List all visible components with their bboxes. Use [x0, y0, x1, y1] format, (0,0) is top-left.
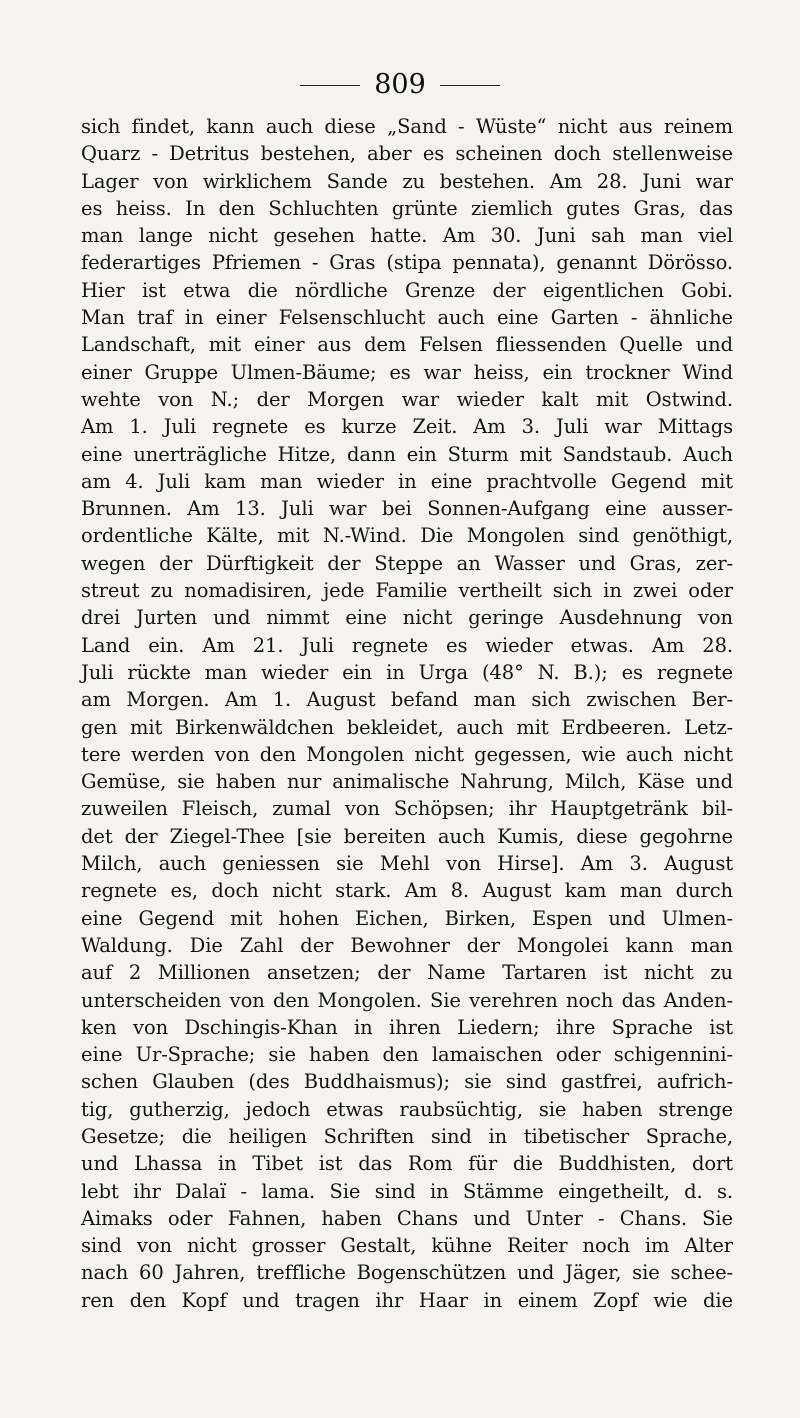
text-line: Milch, auch geniessen sie Mehl von Hirse]. Am 3. August [81, 852, 733, 876]
text-line: Hier ist etwa die nördliche Grenze der eigentlichen Gobi. [81, 278, 733, 302]
text-line: wegen der Dürftigkeit der Steppe an Wasser und Gras, zer- [81, 551, 733, 575]
page-header [0, 70, 800, 100]
text-line: ken von Dschingis-Khan in ihren Liedern; ihre Sprache ist [81, 1015, 733, 1039]
text-line: Man traf in einer Felsenschlucht auch eine Garten - ähnliche [81, 306, 733, 330]
text-line: Juli rückte man wieder ein in Urga (48° N. B.); es regnete [81, 660, 733, 684]
text-line: gen mit Birkenwäldchen bekleidet, auch mit Erdbeeren. Letz- [81, 715, 733, 739]
text-line: unterscheiden von den Mongolen. Sie verehren noch das Anden- [81, 988, 733, 1012]
text-line: eine Gegend mit hohen Eichen, Birken, Espen und Ulmen- [81, 906, 733, 930]
text-line: einer Gruppe Ulmen-Bäume; es war heiss, ein trockner Wind [81, 360, 733, 384]
text-line: auf 2 Millionen ansetzen; der Name Tartaren ist nicht zu [81, 961, 733, 985]
text-line: man lange nicht gesehen hatte. Am 30. Juni sah man viel [81, 224, 733, 248]
text-line: am Morgen. Am 1. August befand man sich zwischen Ber- [81, 688, 733, 712]
text-line: drei Jurten und nimmt eine nicht geringe Ausdehnung von [81, 606, 733, 630]
text-line: Landschaft, mit einer aus dem Felsen fliessenden Quelle und [81, 333, 733, 357]
text-line: sind von nicht grosser Gestalt, kühne Reiter noch im Alter [81, 1234, 733, 1258]
text-line: Brunnen. Am 13. Juli war bei Sonnen-Aufgang eine ausser- [81, 497, 733, 521]
text-line: sich findet, kann auch diese „Sand - Wüste“ nicht aus reinem [81, 115, 733, 138]
text-line: Am 1. Juli regnete es kurze Zeit. Am 3. Juli war Mittags [81, 415, 733, 439]
text-line: Land ein. Am 21. Juli regnete es wieder etwas. Am 28. [81, 633, 733, 657]
text-line: Waldung. Die Zahl der Bewohner der Mongolei kann man [81, 933, 733, 957]
text-line: eine Ur-Sprache; sie haben den lamaischen oder schigennini- [81, 1043, 733, 1067]
text-line: Gesetze; die heiligen Schriften sind in tibetischer Sprache, [81, 1124, 733, 1148]
text-line: zuweilen Fleisch, zumal von Schöpsen; ihr Hauptgetränk bil- [81, 797, 733, 821]
text-line: es heiss. In den Schluchten grünte ziemlich gutes Gras, das [81, 196, 733, 220]
text-line: streut zu nomadisiren, jede Familie vertheilt sich in zwei oder [81, 579, 733, 603]
text-line: regnete es, doch nicht stark. Am 8. August kam man durch [81, 879, 733, 903]
text-line: lebt ihr Dalaï - lama. Sie sind in Stämme eingetheilt, d. s. [81, 1179, 733, 1203]
text-line: ren den Kopf und tragen ihr Haar in einem Zopf wie die [81, 1288, 733, 1312]
text-line: ordentliche Kälte, mit N.-Wind. Die Mongolen sind genöthigt, [81, 524, 733, 548]
text-line: nach 60 Jahren, treffliche Bogenschützen und Jäger, sie schee- [81, 1261, 733, 1285]
text-line: schen Glauben (des Buddhaismus); sie sind gastfrei, aufrich- [81, 1070, 733, 1094]
text-line: eine unerträgliche Hitze, dann ein Sturm mit Sandstaub. Auch [81, 442, 733, 466]
text-line: wehte von N.; der Morgen war wieder kalt mit Ostwind. [81, 387, 733, 411]
text-line: Lager von wirklichem Sande zu bestehen. Am 28. Juni war [81, 169, 733, 193]
page-number: 809 [374, 69, 426, 100]
text-line: Aimaks oder Fahnen, haben Chans und Unter - Chans. Sie [81, 1206, 733, 1230]
text-line: Gemüse, sie haben nur animalische Nahrung, Milch, Käse und [81, 770, 733, 794]
text-line: det der Ziegel-Thee [sie bereiten auch Kumis, diese gegohrne [81, 824, 733, 848]
text-line: und Lhassa in Tibet ist das Rom für die Buddhisten, dort [81, 1152, 733, 1176]
text-line: tere werden von den Mongolen nicht gegessen, wie auch nicht [81, 742, 733, 766]
body-text [81, 113, 733, 1314]
text-line: tig, gutherzig, jedoch etwas raubsüchtig, sie haben strenge [81, 1097, 733, 1121]
right-rule [440, 85, 500, 86]
text-line: federartiges Pfriemen - Gras (stipa pennata), genannt Dörösso. [81, 251, 733, 275]
left-rule [300, 85, 360, 86]
text-line: Quarz - Detritus bestehen, aber es scheinen doch stellenweise [81, 142, 733, 166]
text-line: am 4. Juli kam man wieder in eine prachtvolle Gegend mit [81, 469, 733, 493]
